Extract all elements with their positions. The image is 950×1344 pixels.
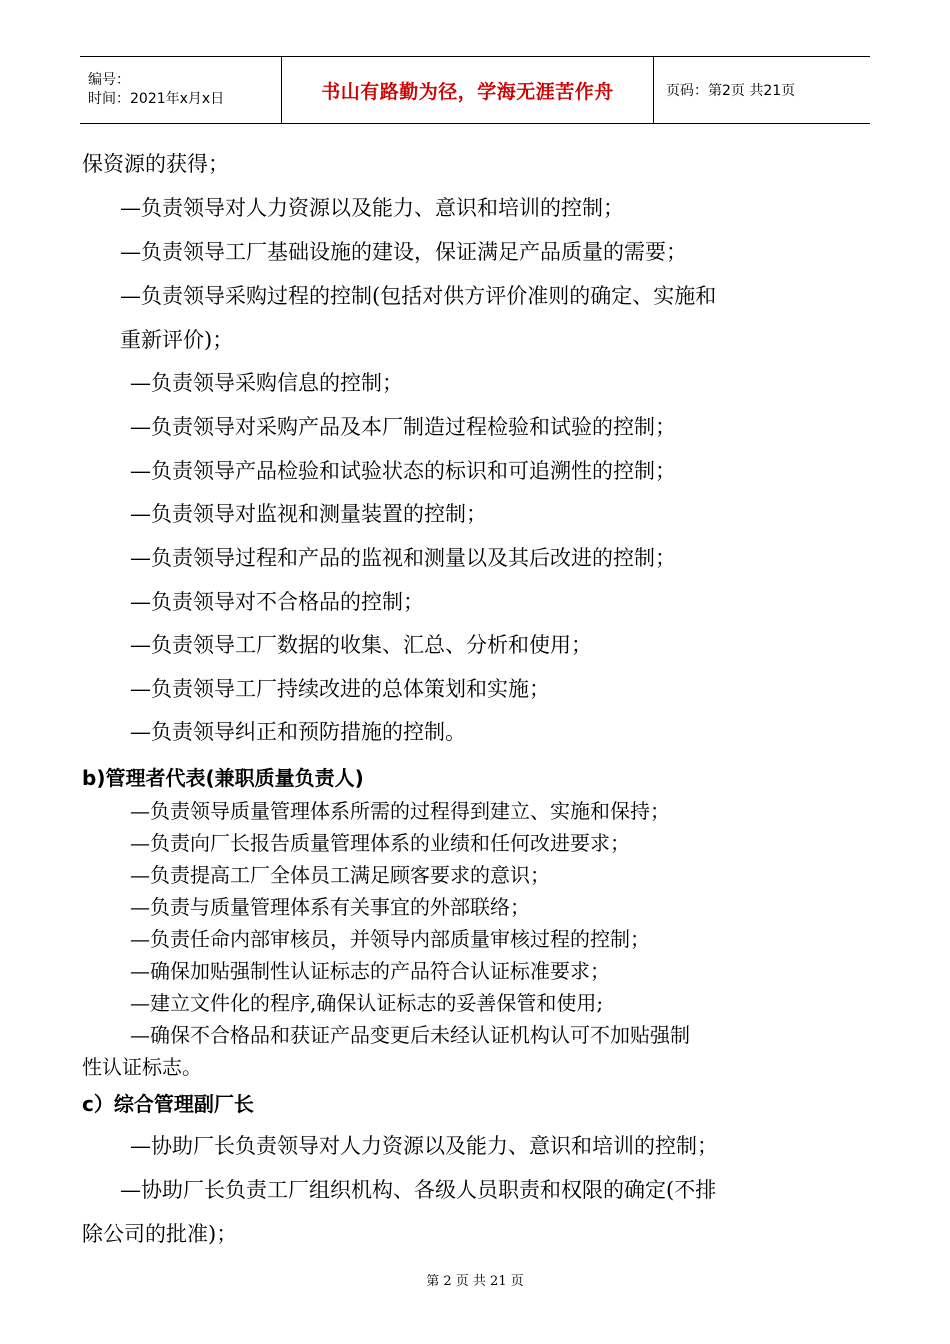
header-motto: 书山有路勤为径，学海无涯苦作舟: [321, 80, 614, 103]
body-line: —负责向厂长报告质量管理体系的业绩和任何改进要求；: [130, 831, 630, 855]
section-heading-b: b)管理者代表(兼职质量负责人): [82, 766, 364, 790]
body-line: —负责领导质量管理体系所需的过程得到建立、实施和保持；: [130, 799, 670, 823]
body-line: —协助厂长负责工厂组织机构、各级人员职责和权限的确定(不排: [120, 1178, 717, 1202]
body-line: —负责领导对不合格品的控制；: [130, 590, 424, 614]
body-line: —协助厂长负责领导对人力资源以及能力、意识和培训的控制；: [130, 1134, 718, 1158]
body-line: —负责领导采购信息的控制；: [130, 371, 403, 395]
body-line: —负责领导对监视和测量装置的控制；: [130, 502, 487, 526]
body-line: —负责提高工厂全体员工满足顾客要求的意识；: [130, 863, 550, 887]
header-page-cell: [654, 57, 870, 123]
body-line: 重新评价)；: [120, 328, 234, 352]
body-line: —负责领导过程和产品的监视和测量以及其后改进的控制；: [130, 546, 676, 570]
body-line: 保资源的获得；: [82, 152, 229, 176]
header-motto-cell: [282, 57, 654, 123]
body-line: —确保加贴强制性认证标志的产品符合认证标准要求；: [130, 959, 610, 983]
body-line: —负责领导纠正和预防措施的控制。: [130, 720, 466, 744]
body-line: —负责任命内部审核员，并领导内部质量审核过程的控制；: [130, 927, 650, 951]
body-line: —负责领导对人力资源以及能力、意识和培训的控制；: [120, 196, 624, 220]
body-line: —负责领导工厂持续改进的总体策划和实施；: [130, 677, 550, 701]
page-footer: 第 2 页 共 21 页: [426, 1274, 524, 1289]
body-line: 性认证标志。: [82, 1055, 202, 1079]
body-line: —负责领导产品检验和试验状态的标识和可追溯性的控制；: [130, 459, 676, 483]
document-date-label: 时间：2021年x月x日: [88, 91, 225, 107]
header-meta: [80, 57, 282, 123]
body-line: —确保不合格品和获证产品变更后未经认证机构认可不加贴强制: [130, 1023, 690, 1047]
body-line: —负责领导采购过程的控制(包括对供方评价准则的确定、实施和: [120, 284, 717, 308]
section-heading-c: c）综合管理副厂长: [82, 1092, 254, 1116]
page-header: [80, 56, 870, 124]
body-line: —负责领导工厂数据的收集、汇总、分析和使用；: [130, 633, 592, 657]
body-line: —建立文件化的程序,确保认证标志的妥善保管和使用;: [130, 991, 604, 1015]
body-line: —负责与质量管理体系有关事宜的外部联络；: [130, 895, 530, 919]
header-page-label: 页码：第2页 共21页: [666, 83, 796, 99]
body-line: —负责领导工厂基础设施的建设，保证满足产品质量的需要；: [120, 240, 687, 264]
document-number-label: 编号：: [88, 72, 130, 88]
body-line: 除公司的批准)；: [82, 1222, 238, 1246]
body-line: —负责领导对采购产品及本厂制造过程检验和试验的控制；: [130, 415, 676, 439]
